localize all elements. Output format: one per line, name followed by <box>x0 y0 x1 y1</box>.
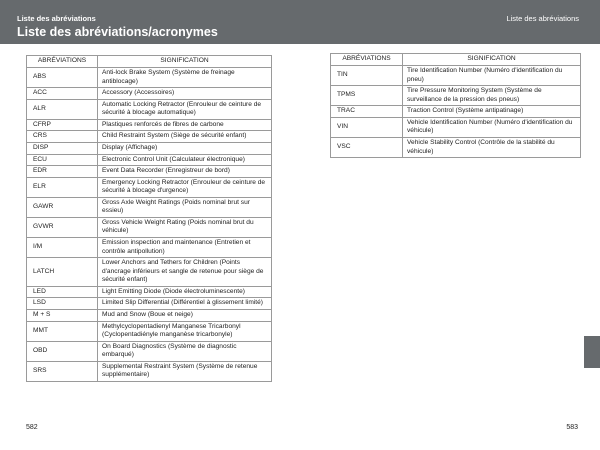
meaning-cell: Child Restraint System (Siège de sécurité enfant) <box>98 131 272 143</box>
meaning-cell: Supplemental Restraint System (Système de retenue supplémentaire) <box>98 361 272 381</box>
column-header-meaning: SIGNIFICATION <box>403 54 581 66</box>
meaning-cell: Plastiques renforcés de fibres de carbone <box>98 119 272 131</box>
meaning-cell: Light Emitting Diode (Diode électroluminescente) <box>98 286 272 298</box>
abbreviation-cell: EDR <box>27 166 98 178</box>
table-row <box>331 117 581 137</box>
abbreviation-cell: M + S <box>27 309 98 321</box>
abbreviation-cell: OBD <box>27 341 98 361</box>
table-row <box>331 106 581 118</box>
meaning-cell: Limited Slip Differential (Différentiel à glissement limité) <box>98 298 272 310</box>
page-number-left: 582 <box>26 424 38 431</box>
column-header-abbreviation: ABRÉVIATIONS <box>331 54 403 66</box>
abbreviation-cell: DISP <box>27 142 98 154</box>
meaning-cell: On Board Diagnostics (Système de diagnostic embarqué) <box>98 341 272 361</box>
meaning-cell: Emission inspection and maintenance (Entretien et contrôle antipollution) <box>98 238 272 258</box>
column-header-abbreviation: ABRÉVIATIONS <box>27 56 98 68</box>
abbreviation-cell: CFRP <box>27 119 98 131</box>
meaning-cell: Emergency Locking Retractor (Enrouleur de ceinture de sécurité à blocage d'urgence) <box>98 177 272 197</box>
meaning-cell: Methylcyclopentadienyl Manganese Tricarbonyl (Cyclopentadiényle manganèse tricarbonyle) <box>98 321 272 341</box>
table-row <box>27 286 272 298</box>
table-row <box>27 177 272 197</box>
meaning-cell: Traction Control (Système antipatinage) <box>403 106 581 118</box>
table-row <box>27 361 272 381</box>
table-row <box>27 341 272 361</box>
table-row <box>27 154 272 166</box>
abbreviation-cell: ABS <box>27 68 98 88</box>
abbreviation-cell: SRS <box>27 361 98 381</box>
table-row <box>27 197 272 217</box>
table-row <box>27 99 272 119</box>
table-header-row <box>331 54 581 66</box>
table-row <box>27 217 272 237</box>
abbreviation-cell: CRS <box>27 131 98 143</box>
abbreviation-cell: TIN <box>331 66 403 86</box>
table-row <box>27 119 272 131</box>
table-row <box>27 88 272 100</box>
meaning-cell: Automatic Locking Retractor (Enrouleur de ceinture de sécurité à blocage automatique) <box>98 99 272 119</box>
abbreviation-cell: LSD <box>27 298 98 310</box>
abbreviation-cell: VSC <box>331 137 403 157</box>
abbreviation-cell: GVWR <box>27 217 98 237</box>
meaning-cell: Event Data Recorder (Enregistreur de bord) <box>98 166 272 178</box>
page-header <box>0 0 600 44</box>
table-row <box>331 66 581 86</box>
table-row <box>27 258 272 287</box>
abbreviation-cell: I/M <box>27 238 98 258</box>
table-header-row <box>27 56 272 68</box>
meaning-cell: Gross Vehicle Weight Rating (Poids nominal brut du véhicule) <box>98 217 272 237</box>
table-row <box>27 68 272 88</box>
meaning-cell: Vehicle Identification Number (Numéro d'identification du véhicule) <box>403 117 581 137</box>
abbreviation-cell: ELR <box>27 177 98 197</box>
table-row <box>331 137 581 157</box>
abbreviation-cell: LATCH <box>27 258 98 287</box>
table-row <box>27 321 272 341</box>
abbreviation-cell: ECU <box>27 154 98 166</box>
meaning-cell: Anti-lock Brake System (Système de freinage antiblocage) <box>98 68 272 88</box>
meaning-cell: Tire Identification Number (Numéro d'identification du pneu) <box>403 66 581 86</box>
table-row <box>27 309 272 321</box>
meaning-cell: Electronic Control Unit (Calculateur électronique) <box>98 154 272 166</box>
page-number-right: 583 <box>566 424 578 431</box>
abbreviation-cell: TRAC <box>331 106 403 118</box>
table-row <box>27 166 272 178</box>
abbreviation-cell: ACC <box>27 88 98 100</box>
page-title: Liste des abréviations/acronymes <box>17 25 218 39</box>
abbreviation-cell: LED <box>27 286 98 298</box>
meaning-cell: Display (Affichage) <box>98 142 272 154</box>
abbreviation-cell: GAWR <box>27 197 98 217</box>
column-header-meaning: SIGNIFICATION <box>98 56 272 68</box>
meaning-cell: Tire Pressure Monitoring System (Système de surveillance de la pression des pneus) <box>403 86 581 106</box>
section-label: Liste des abréviations <box>17 14 96 23</box>
meaning-cell: Vehicle Stability Control (Contrôle de la stabilité du véhicule) <box>403 137 581 157</box>
meaning-cell: Mud and Snow (Boue et neige) <box>98 309 272 321</box>
table-row <box>27 131 272 143</box>
abbreviations-table-left <box>26 55 272 382</box>
meaning-cell: Lower Anchors and Tethers for Children (Points d'ancrage inférieurs et sangle de retenue pour siège de sécurité enfant) <box>98 258 272 287</box>
meaning-cell: Accessory (Accessoires) <box>98 88 272 100</box>
abbreviation-cell: MMT <box>27 321 98 341</box>
section-tab-marker <box>584 336 600 368</box>
right-section-label: Liste des abréviations <box>506 14 579 23</box>
abbreviation-cell: VIN <box>331 117 403 137</box>
abbreviation-cell: ALR <box>27 99 98 119</box>
table-row <box>331 86 581 106</box>
abbreviations-table-right <box>330 53 581 158</box>
table-row <box>27 238 272 258</box>
abbreviation-cell: TPMS <box>331 86 403 106</box>
table-row <box>27 298 272 310</box>
meaning-cell: Gross Axle Weight Ratings (Poids nominal brut sur essieu) <box>98 197 272 217</box>
table-row <box>27 142 272 154</box>
